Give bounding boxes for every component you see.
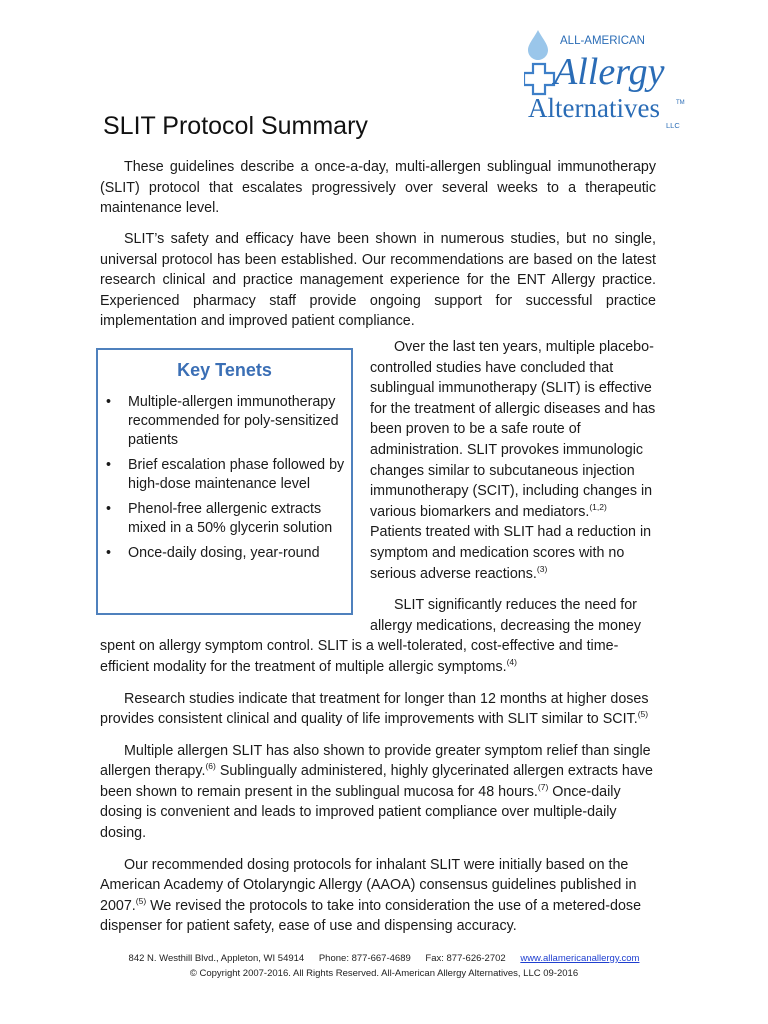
logo-line-1: ALL-AMERICAN xyxy=(560,35,645,47)
citation: (6) xyxy=(205,761,216,772)
footer-address: 842 N. Westhill Blvd., Appleton, WI 54914 xyxy=(128,953,305,964)
bullet-icon: • xyxy=(106,457,112,473)
droplet-icon xyxy=(528,30,548,60)
studies-paragraph: Over the last ten years, multiple placebo-controlled studies have concluded that sublingual immunotherapy (SLIT) is effective for the treatment of allergic diseases and has been proven to be a safe route of administration. SLIT provokes immunologic changes similar to subcutaneous injection immunotherapy (SCIT), including changes in various biomarkers and mediators.$^{(1,2)}$ Patients treated with SLIT had a reduction in symptom and medication scores with no serious adverse reactions.$^{(3)}$ xyxy=(370,339,656,582)
footer-copyright: © Copyright 2007-2016. All Rights Reserved. All-American Allergy Alternatives, LLC 09-2016 xyxy=(189,968,579,979)
bullet-icon: • xyxy=(106,501,112,517)
citation: (5) xyxy=(637,709,649,720)
citation: (4) xyxy=(506,656,517,667)
citation: (7) xyxy=(537,781,549,792)
list-item: • Brief escalation phase followed by high-dose maintenance level xyxy=(106,457,345,492)
safety-paragraph: SLIT’s safety and efficacy have been shown in numerous studies, but no single, universal protocol has been established. Our recommendations are based on the latest research clinical and practice management experience for the ENT Allergy practice. Experienced pharmacy staff provide ongoing support for successful practice implementation and improved patient compliance. xyxy=(100,231,656,330)
key-tenets-heading: Key Tenets xyxy=(177,360,272,380)
protocol-paragraph: Our recommended dosing protocols for inhalant SLIT were initially based on the American Academy of Otolaryngic Allergy (AAOA) consensus guidelines published in 2007.$^{(5)}$ We revised the protocols to take into consideration the use of a metered-dose dispenser for patient safety, ease of use and dispensing accuracy. xyxy=(100,856,642,935)
footer-fax: Fax: 877-626-2702 xyxy=(425,953,506,964)
citation: (1,2) xyxy=(589,501,607,512)
bullet-icon: • xyxy=(106,545,112,561)
cost-paragraph: SLIT significantly reduces the need for allergy medications, decreasing the money spent on allergy symptom control. SLIT is a well-tolerated, cost-effective and time-efficient modality for the treatment of multiple allergic symptoms.$^{(4)}$ xyxy=(100,597,641,675)
citation: (5) xyxy=(135,895,147,906)
bullet-icon: • xyxy=(106,394,112,410)
footer-website-link[interactable]: www.allamericanallergy.com xyxy=(520,953,640,964)
logo-llc: LLC xyxy=(666,121,680,130)
cross-icon xyxy=(524,64,554,94)
list-item: • Multiple-allergen immunotherapy recommended for poly-sensitized patients xyxy=(106,394,339,448)
multi-allergen-paragraph: Multiple allergen SLIT has also shown to provide greater symptom relief than single allergen therapy.$^{(6)}$ Sublingually administered, highly glycerinated allergen extracts have been shown to remain present in the sublingual mucosa for 48 hours.$^{(7)}$ Once-daily dosing is convenient and leads to improved patient compliance over multiple-daily dosing. xyxy=(100,742,653,842)
footer-phone: Phone: 877-667-4689 xyxy=(318,953,411,964)
main-body xyxy=(100,337,656,948)
list-item: • Once-daily dosing, year-round xyxy=(106,545,320,561)
logo-line-3: Alternatives xyxy=(528,93,660,123)
company-logo xyxy=(524,26,694,138)
intro-paragraph: These guidelines describe a once-a-day, multi-allergen sublingual immunotherapy (SLIT) protocol that escalates progressively over several weeks to a therapeutic maintenance level. xyxy=(100,159,656,217)
research-paragraph: Research studies indicate that treatment for longer than 12 months at higher doses provides consistent clinical and quality of life improvements with SLIT similar to SCIT.$^{(5)}$ xyxy=(100,690,649,728)
page-title: SLIT Protocol Summary xyxy=(103,112,368,140)
footer-contact xyxy=(0,953,768,964)
list-item: • Phenol-free allergenic extracts mixed in a 50% glycerin solution xyxy=(106,501,333,536)
logo-tm: TM xyxy=(676,100,685,106)
logo-line-2: Allergy xyxy=(554,51,665,93)
citation: (3) xyxy=(536,563,548,574)
